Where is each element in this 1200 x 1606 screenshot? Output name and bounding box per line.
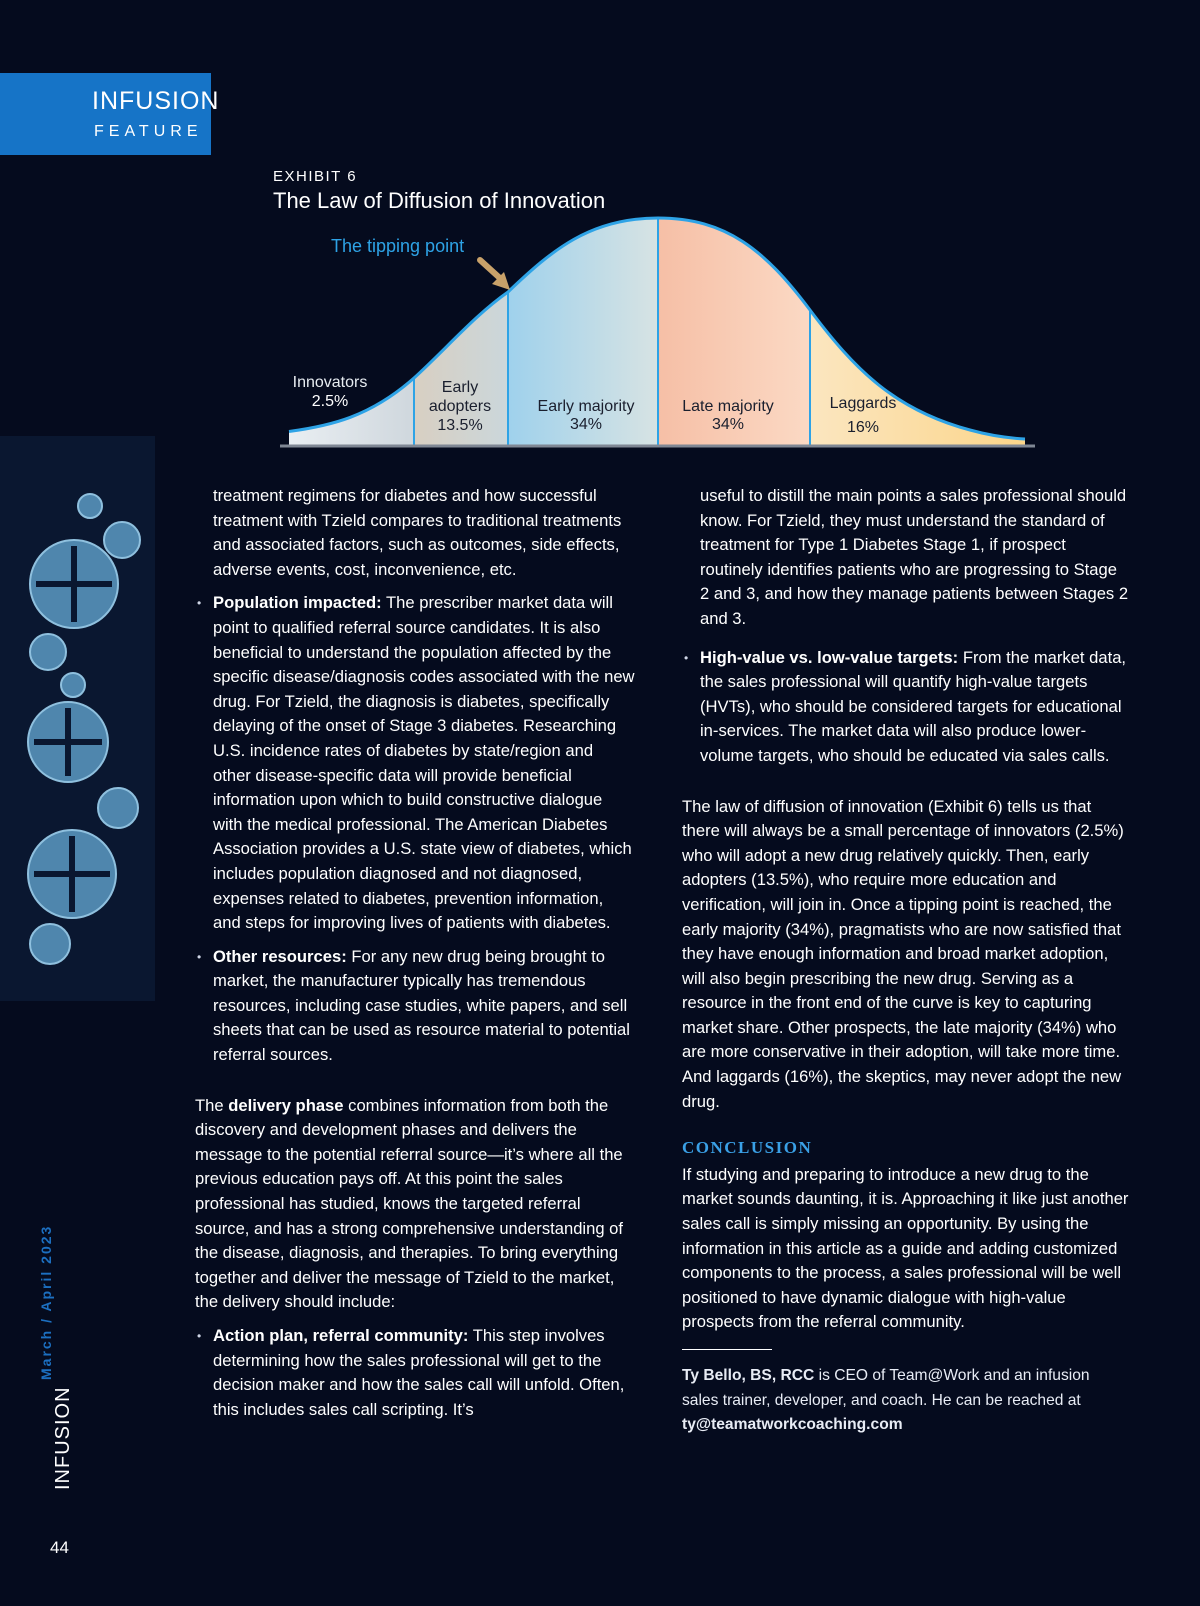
- diffusion-chart: [270, 210, 1040, 455]
- exhibit-title: The Law of Diffusion of Innovation: [273, 188, 606, 213]
- segment-fill-laggards: [810, 310, 1025, 446]
- conclusion-paragraph: If studying and preparing to introduce a new drug to the market sounds daunting, it is. Approaching it like just another sales call is simply missing an opportunity. By using the information in this article as a guide and adding customized components to the process, a sales professional will be well positioned to have dynamic dialogue with high-value prospects from the referral community.: [682, 1164, 1129, 1332]
- bullet-lead: Population impacted:: [213, 593, 382, 613]
- gear-icon: [104, 522, 140, 558]
- bullet-text: For any new drug being brought to market, the manufacturer typically has tremendous resources, including case studies, white papers, and sell sheets that can be used as resource material to potential referral sources.: [213, 946, 630, 1065]
- left-continuation-paragraph: treatment regimens for diabetes and how successful treatment with Tzield compares to traditional treatments and associated factors, such as outcomes, side effects, adverse events, cost, inconvenience, etc.: [213, 486, 622, 579]
- bio-divider: [682, 1349, 772, 1350]
- bullet-other-resources: [195, 945, 635, 1068]
- segment-label-laggards: Laggards: [829, 395, 897, 412]
- gear-icon: [78, 494, 102, 518]
- page-number: 44: [50, 1538, 69, 1557]
- bullet-population-impacted: [195, 591, 635, 935]
- segment-label-innovators: Innovators: [292, 374, 368, 391]
- segment-label-early-adopters: Early: [441, 379, 479, 396]
- bullet-lead: High-value vs. low-value targets:: [700, 647, 959, 667]
- diffusion-paragraph: The law of diffusion of innovation (Exhibit 6) tells us that there will always be a small percentage of innovators (2.5%) who will adopt a new drug relatively quickly. Then, early adopters (13.5%), who require more education and verification, will join in. Once a tipping point is reached, the early majority (34%), pragmatists who are now satisfied that they have enough information and broad market adoption, will also begin prescribing the new drug. Serving as a resource in the front end of the curve is key to capturing market share. Other prospects, the late majority (34%) who are more conservative in their adoption, will take more time. And laggards (16%), the skeptics, may never adopt the new drug.: [682, 796, 1124, 1111]
- right-bullet-list: [682, 646, 1130, 769]
- author-email[interactable]: ty@teamatworkcoaching.com: [682, 1416, 903, 1433]
- right-continuation-paragraph: useful to distill the main points a sales professional should know. For Tzield, they must understand the standard of treatment for Type 1 Diabetes Stage 1, if prospect routinely identifies patients who are progressing to Stage 2 and 3, and how they manage patients between Stages 2 and 3.: [700, 486, 1129, 628]
- conclusion-heading: CONCLUSION: [682, 1138, 813, 1158]
- left-column: [195, 484, 635, 1422]
- segment-value-late-majority: 34%: [711, 416, 745, 433]
- bullet-text: From the market data, the sales professional will quantify high-value targets (HVTs), who should be considered targets for educational in-services. The market data will also produce lower-volume targets, who should be educated via sales calls.: [700, 647, 1127, 765]
- segment-value-laggards: 16%: [846, 419, 880, 436]
- delivery-paragraph: The delivery phase combines information from both the discovery and development phases and delivers the message to the potential referral source—it’s where all the previous education pays off. At this point the sales professional has studied, knows the targeted referral source, and has a strong comprehensive understanding of the disease, diagnosis, and therapies. To bring everything together and deliver the message of Tzield to the market, the delivery should include:: [195, 1095, 624, 1312]
- gear-icon: [30, 924, 70, 964]
- author-name: Ty Bello, BS, RCC: [682, 1367, 815, 1384]
- delivery-bullet-list: [195, 1324, 635, 1422]
- bullet-lead: Other resources:: [213, 946, 347, 966]
- left-bullet-list: [195, 591, 635, 1067]
- gear-icon: [98, 788, 138, 828]
- gear-icon: [61, 673, 85, 697]
- tipping-arrow-icon: [480, 260, 510, 290]
- bullet-text: The prescriber market data will point to qualified referral source candidates. It is also beneficial to understand the population affected by the specific disease/diagnosis codes associated with the new drug. For Tzield, the diagnosis is diabetes, specifically delaying of the onset of Stage 3 diabetes. Researching U.S. incidence rates of diabetes by state/region and other disease-specific data will provide beneficial information upon which to build constructive dialogue with the medical professional. The American Diabetes Association provides a U.S. state view of diabetes, which includes population diagnosed and not diagnosed, expenses related to diabetes, prevention information, and steps for improving lives of patients with diabetes.: [213, 593, 635, 933]
- segment-value-early-majority: 34%: [569, 416, 603, 433]
- section-label: FEATURE: [94, 123, 203, 140]
- bullet-lead: Action plan, referral community:: [213, 1326, 469, 1345]
- gear-icon: [30, 634, 66, 670]
- author-bio: Ty Bello, BS, RCC is CEO of Team@Work and an infusion sales trainer, developer, and coach. He can be reached at ty@teamatworkcoaching.com: [682, 1367, 1090, 1433]
- segment-value-innovators: 2.5%: [311, 393, 349, 410]
- exhibit-label: EXHIBIT 6: [273, 168, 358, 185]
- delivery-phase-term: delivery phase: [228, 1095, 344, 1115]
- segment-label-early-adopters-line2: adopters: [428, 398, 492, 415]
- gears-image: [0, 436, 155, 1001]
- brand-logo: INFUSION: [92, 87, 220, 115]
- footer-brand: INFUSION: [52, 1386, 74, 1490]
- bullet-action-plan: [195, 1324, 635, 1422]
- segment-value-early-adopters: 13.5%: [437, 417, 483, 434]
- tipping-point-label: The tipping point: [331, 236, 465, 256]
- right-column: [682, 484, 1130, 1438]
- bullet-high-value-targets: [682, 646, 1130, 769]
- bullet-text: This step involves determining how the sales professional will get to the decision maker and how the sales call will unfold. Often, this includes sales call scripting. It’s: [213, 1326, 625, 1419]
- issue-date: March / April 2023: [38, 1224, 54, 1380]
- segment-label-early-majority: Early majority: [537, 398, 635, 415]
- segment-label-late-majority: Late majority: [682, 398, 774, 415]
- section-badge: [0, 73, 220, 155]
